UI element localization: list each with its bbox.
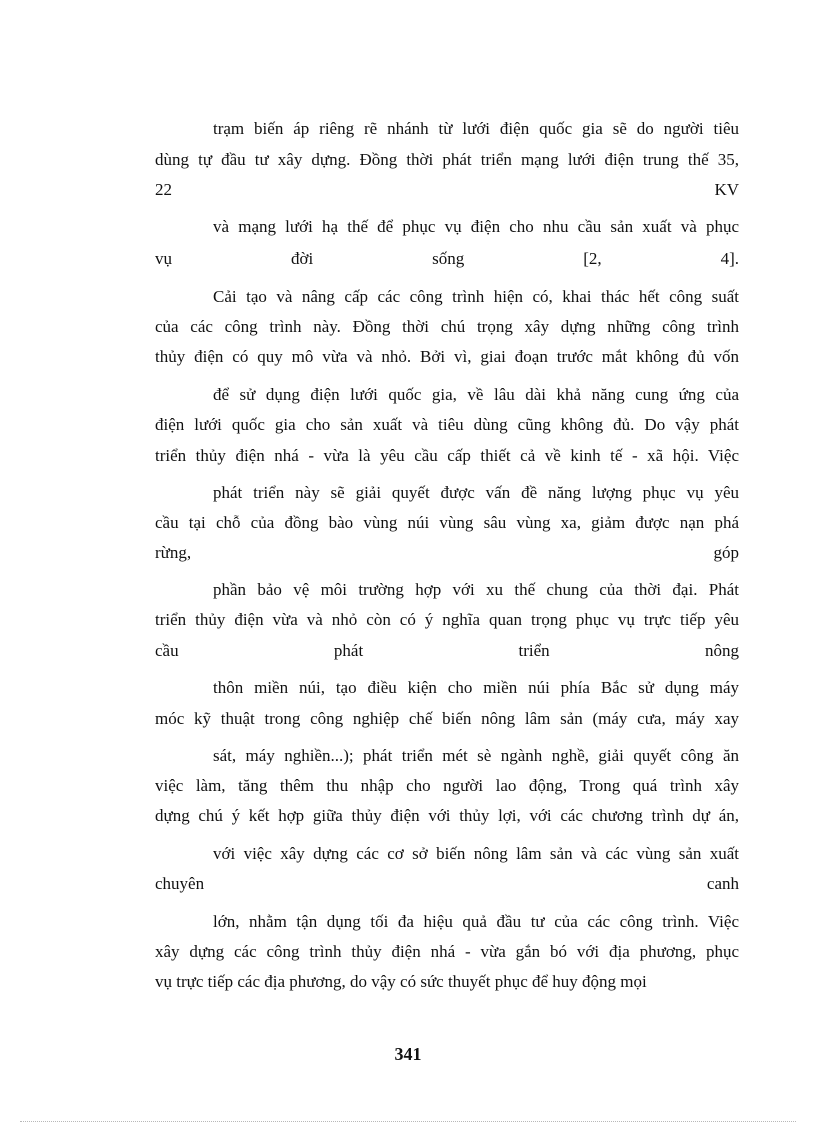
- text-line: triển thủy điện vừa và nhỏ còn có ý nghĩa quan trọng phục vụ trực tiếp yêu: [155, 610, 739, 629]
- text-line: 22 KV: [155, 180, 739, 199]
- text-line: của các công trình này. Đồng thời chú trọng xây dựng những công trình: [155, 317, 739, 336]
- text-line: phát triển này sẽ giải quyết được vấn đề năng lượng phục vụ yêu: [213, 483, 739, 502]
- text-line: chuyên canh: [155, 874, 739, 893]
- text-line: vụ đời sống [2, 4].: [155, 249, 739, 268]
- text-line: cầu phát triển nông: [155, 641, 739, 660]
- text-line: phần bảo vệ môi trường hợp với xu thế chung của thời đại. Phát: [213, 580, 739, 599]
- text-line: lớn, nhằm tận dụng tối đa hiệu quả đầu tư của các công trình. Việc: [213, 912, 739, 931]
- page-bottom-border: [20, 1121, 796, 1122]
- text-line: rừng, góp: [155, 543, 739, 562]
- text-line: triển thủy điện nhá - vừa là yêu cầu cấp thiết cả về kinh tế - xã hội. Việc: [155, 446, 739, 465]
- text-line: trạm biến áp riêng rẽ nhánh từ lưới điện quốc gia sẽ do người tiêu: [213, 119, 739, 138]
- text-line: thôn miền núi, tạo điều kiện cho miền núi phía Bắc sử dụng máy: [213, 678, 739, 697]
- text-line: điện lưới quốc gia cho sản xuất và tiêu dùng cũng không đủ. Do vậy phát: [155, 415, 739, 434]
- text-line: cầu tại chỗ của đồng bào vùng núi vùng sâu vùng xa, giảm được nạn phá: [155, 513, 739, 532]
- text-line: việc làm, tăng thêm thu nhập cho người lao động, Trong quá trình xây: [155, 776, 739, 795]
- page-number: 341: [394, 1044, 422, 1064]
- text-line: móc kỹ thuật trong công nghiệp chế biến nông lâm sản (máy cưa, máy xay: [155, 709, 739, 728]
- text-line: thủy điện có quy mô vừa và nhỏ. Bởi vì, giai đoạn trước mắt không đủ vốn: [155, 347, 739, 366]
- text-line: với việc xây dựng các cơ sở biến nông lâm sản và các vùng sản xuất: [213, 844, 739, 863]
- text-line: để sử dụng điện lưới quốc gia, về lâu dài khả năng cung ứng của: [213, 385, 739, 404]
- text-line: xây dựng các công trình thủy điện nhá - vừa gắn bó với địa phương, phục: [155, 942, 739, 961]
- text-line: Cải tạo và nâng cấp các công trình hiện có, khai thác hết công suất: [213, 287, 739, 306]
- text-line: và mạng lưới hạ thế để phục vụ điện cho nhu cầu sản xuất và phục: [213, 217, 739, 236]
- text-line: dựng chú ý kết hợp giữa thủy điện với thủy lợi, với các chương trình dự án,: [155, 806, 739, 825]
- text-line: dùng tự đầu tư xây dựng. Đồng thời phát triển mạng lưới điện trung thế 35,: [155, 150, 739, 169]
- text-line: sát, máy nghiền...); phát triển mét sè ngành nghề, giải quyết công ăn: [213, 746, 739, 765]
- text-line: vụ trực tiếp các địa phương, do vậy có sức thuyết phục để huy động mọi: [155, 972, 647, 991]
